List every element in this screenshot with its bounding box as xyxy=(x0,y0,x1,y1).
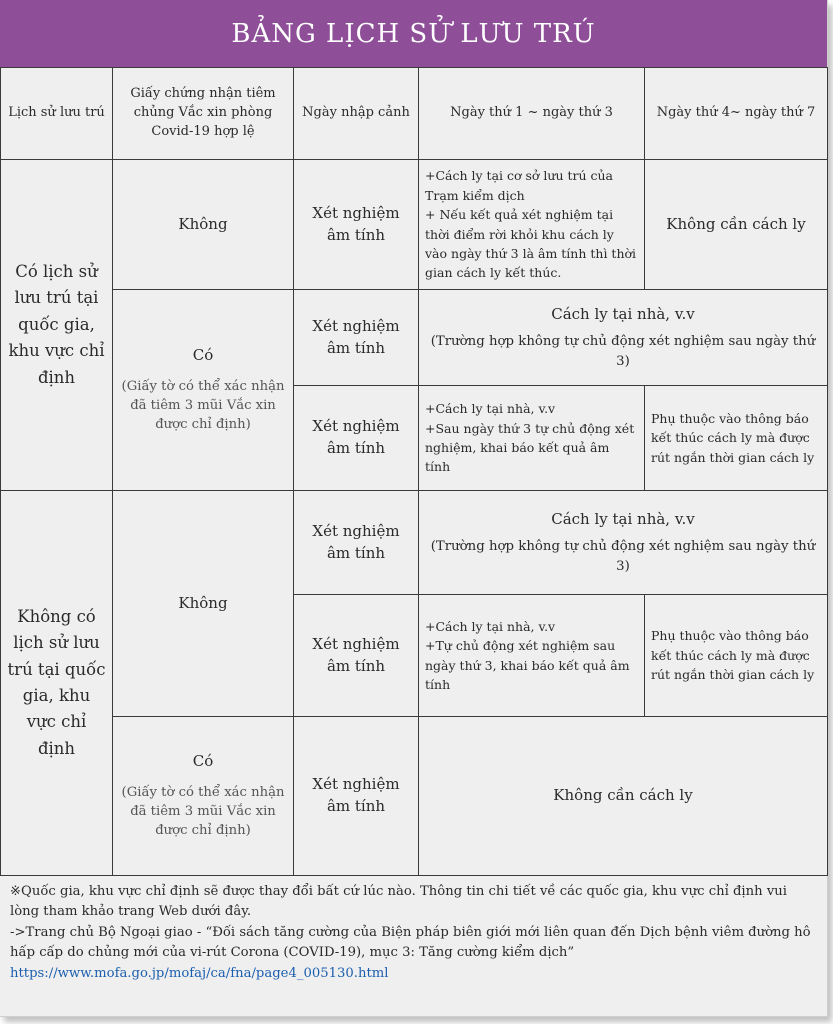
group1-vaccine-yes: Có xyxy=(192,346,214,365)
group1-row2-result-cell xyxy=(419,290,828,386)
page-title: BẢNG LỊCH SỬ LƯU TRÚ xyxy=(0,0,827,67)
group1-row1-day1-3: +Cách ly tại cơ sở lưu trú của Trạm kiểm dịch + Nếu kết quả xét nghiệm tại thời điểm rời khỏi khu cách ly vào ngày thứ 3 là âm tính thì thời gian cách ly kết thúc. xyxy=(419,160,645,290)
header-vaccine: Giấy chứng nhận tiêm chủng Vắc xin phòng Covid-19 hợp lệ xyxy=(113,68,294,160)
footer-reference: ->Trang chủ Bộ Ngoại giao - “Đối sách tăng cường của Biện pháp biên giới mới liên quan đến Dịch bệnh viêm đường hô hấp cấp do chủng mới của vi-rút Corona (COVID-19), mục 3: Tăng cường kiểm dịch” xyxy=(10,924,811,961)
group1-row3-entry: Xét nghiệm âm tính xyxy=(294,386,419,491)
group1-row3-day1-3: +Cách ly tại nhà, v.v +Sau ngày thứ 3 tự chủ động xét nghiệm, khai báo kết quả âm tính xyxy=(419,386,645,491)
group2-vaccine-yes-cell xyxy=(113,717,294,876)
group1-row2-main: Cách ly tại nhà, v.v xyxy=(551,305,695,324)
header-day4-7: Ngày thứ 4~ ngày thứ 7 xyxy=(645,68,828,160)
header-entry-day: Ngày nhập cảnh xyxy=(294,68,419,160)
group1-vaccine-yes-note: (Giấy tờ có thể xác nhận đã tiêm 3 mũi Vắc xin được chỉ định) xyxy=(121,379,285,433)
group2-row3-entry: Xét nghiệm âm tính xyxy=(294,717,419,876)
group2-row2-day4-7: Phụ thuộc vào thông báo kết thúc cách ly mà được rút ngắn thời gian cách ly xyxy=(645,595,828,717)
table-row xyxy=(1,290,828,386)
history-table xyxy=(0,67,828,876)
group2-vaccine-no: Không xyxy=(113,491,294,717)
group1-row1-day4-7: Không cần cách ly xyxy=(645,160,828,290)
table-row xyxy=(1,160,828,290)
footer-note: ※Quốc gia, khu vực chỉ định sẽ được thay đổi bất cứ lúc nào. Thông tin chi tiết về các quốc gia, khu vực chỉ định vui lòng tham khảo trang Web dưới đây. xyxy=(10,884,787,920)
group2-vaccine-yes: Có xyxy=(192,752,214,771)
header-row xyxy=(1,68,828,160)
header-history: Lịch sử lưu trú xyxy=(1,68,113,160)
group1-row2-sub: (Trường hợp không tự chủ động xét nghiệm sau ngày thứ 3) xyxy=(430,333,816,370)
group2-row1-result-cell xyxy=(419,491,828,595)
group2-vaccine-yes-note: (Giấy tờ có thể xác nhận đã tiêm 3 mũi Vắc xin được chỉ định) xyxy=(121,785,285,839)
group1-row3-day4-7: Phụ thuộc vào thông báo kết thúc cách ly mà được rút ngắn thời gian cách ly xyxy=(645,386,828,491)
group2-row1-entry: Xét nghiệm âm tính xyxy=(294,491,419,595)
mofa-link[interactable]: https://www.mofa.go.jp/mofaj/ca/fna/page4_005130.html xyxy=(10,965,389,981)
footer-notes xyxy=(10,882,815,984)
table-row xyxy=(1,491,828,595)
group1-row1-entry: Xét nghiệm âm tính xyxy=(294,160,419,290)
table-row xyxy=(1,717,828,876)
group1-vaccine-yes-cell xyxy=(113,290,294,491)
group1-label: Có lịch sử lưu trú tại quốc gia, khu vực chỉ định xyxy=(1,160,113,491)
group1-vaccine-no: Không xyxy=(113,160,294,290)
group1-row2-entry: Xét nghiệm âm tính xyxy=(294,290,419,386)
group2-row3-result: Không cần cách ly xyxy=(419,717,828,876)
group2-label: Không có lịch sử lưu trú tại quốc gia, khu vực chỉ định xyxy=(1,491,113,876)
group2-row1-main: Cách ly tại nhà, v.v xyxy=(551,510,695,529)
group2-row1-sub: (Trường hợp không tự chủ động xét nghiệm sau ngày thứ 3) xyxy=(430,538,816,575)
group2-row2-entry: Xét nghiệm âm tính xyxy=(294,595,419,717)
group2-row2-day1-3: +Cách ly tại nhà, v.v +Tự chủ động xét nghiệm sau ngày thứ 3, khai báo kết quả âm tính xyxy=(419,595,645,717)
header-day1-3: Ngày thứ 1 ~ ngày thứ 3 xyxy=(419,68,645,160)
